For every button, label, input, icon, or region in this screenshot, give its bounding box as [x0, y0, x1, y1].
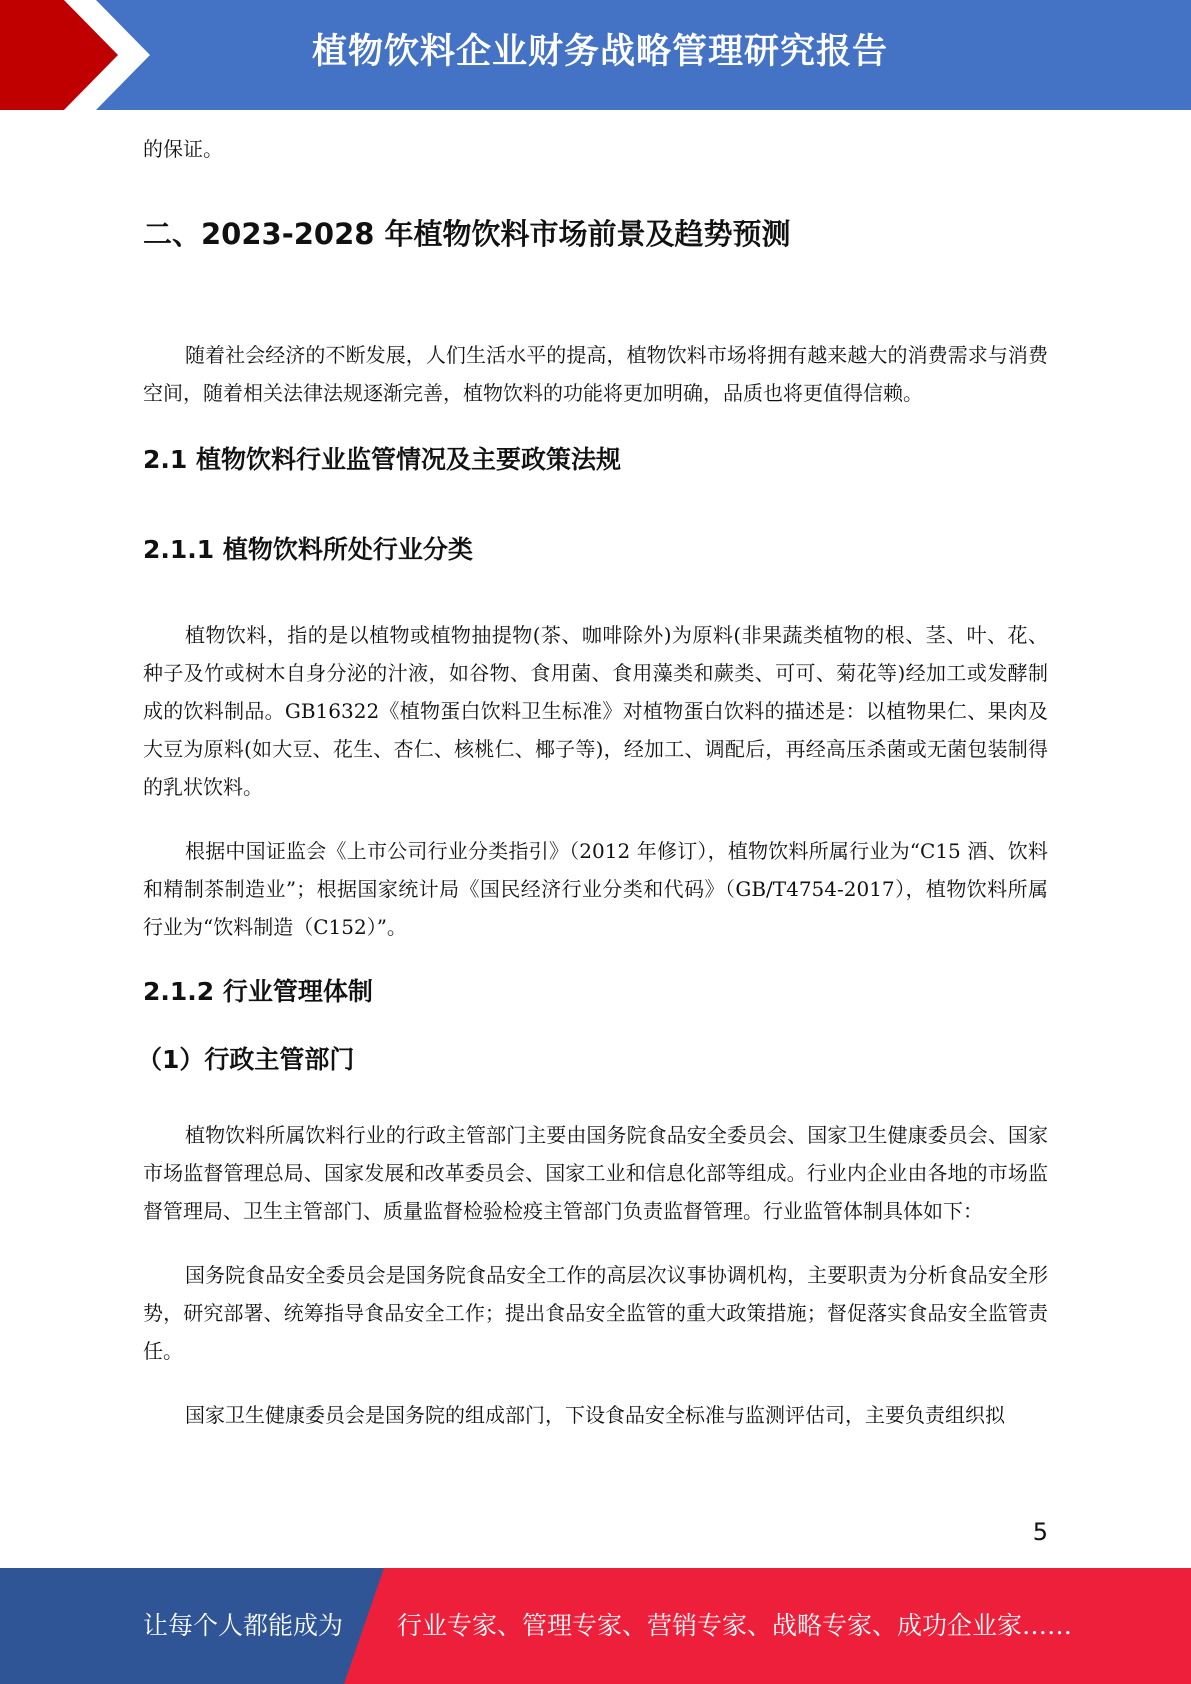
footer-slogan-right: 行业专家、管理专家、营销专家、战略专家、成功企业家…… — [397, 1611, 1073, 1640]
classification-paragraph: 根据中国证监会《上市公司行业分类指引》（2012 年修订），植物饮料所属行业为“C15 酒、饮料和精制茶制造业”；根据国家统计局《国民经济行业分类和代码》（GB/T4754-2017），植物饮料所属行业为“饮料制造（C152）”。 — [143, 839, 1048, 939]
food-safety-committee-paragraph: 国务院食品安全委员会是国务院食品安全工作的高层次议事协调机构，主要职责为分析食品安全形势，研究部署、统筹指导食品安全工作；提出食品安全监管的重大政策措施；督促落实食品安全监管责任。 — [143, 1263, 1048, 1363]
continuation-text: 的保证。 — [143, 137, 223, 161]
page-number: 5 — [1032, 1518, 1048, 1546]
authorities-paragraph: 植物饮料所属饮料行业的行政主管部门主要由国务院食品安全委员会、国家卫生健康委员会、国家市场监督管理总局、国家发展和改革委员会、国家工业和信息化部等组成。行业内企业由各地的市场监督管理局、卫生主管部门、质量监督检验检疫主管部门负责监督管理。行业监管体制具体如下： — [143, 1123, 1048, 1223]
intro-paragraph: 随着社会经济的不断发展，人们生活水平的提高，植物饮料市场将拥有越来越大的消费需求与消费空间，随着相关法律法规逐渐完善，植物饮料的功能将更加明确，品质也将更值得信赖。 — [143, 343, 1048, 405]
health-commission-paragraph: 国家卫生健康委员会是国务院的组成部门，下设食品安全标准与监测评估司，主要负责组织拟 — [185, 1403, 1005, 1427]
subheading-2-1: 2.1 植物饮料行业监管情况及主要政策法规 — [143, 445, 621, 474]
subheading-2-1-1: 2.1.1 植物饮料所处行业分类 — [143, 535, 473, 564]
page-footer — [0, 1568, 1191, 1684]
footer-slogan-left: 让每个人都能成为 — [143, 1611, 344, 1640]
page-header — [0, 0, 1191, 110]
section-heading: 二、2023-2028 年植物饮料市场前景及趋势预测 — [143, 217, 791, 251]
header-title: 植物饮料企业财务战略管理研究报告 — [311, 32, 888, 72]
definition-paragraph: 植物饮料，指的是以植物或植物抽提物(茶、咖啡除外)为原料(非果蔬类植物的根、茎、叶、花、种子及竹或树木自身分泌的汁液，如谷物、食用菌、食用藻类和蕨类、可可、菊花等)经加工或发酵制成的饮料制品。GB16322《植物蛋白饮料卫生标准》对植物蛋白饮料的描述是：以植物果仁、果肉及大豆为原料(如大豆、花生、杏仁、核桃仁、椰子等)，经加工、调配后，再经高压杀菌或无菌包装制得的乳状饮料。 — [143, 623, 1048, 799]
document-body — [137, 130, 1048, 1434]
subheading-2-1-2: 2.1.2 行业管理体制 — [143, 977, 373, 1006]
subheading-authorities: （1）行政主管部门 — [137, 1045, 355, 1074]
